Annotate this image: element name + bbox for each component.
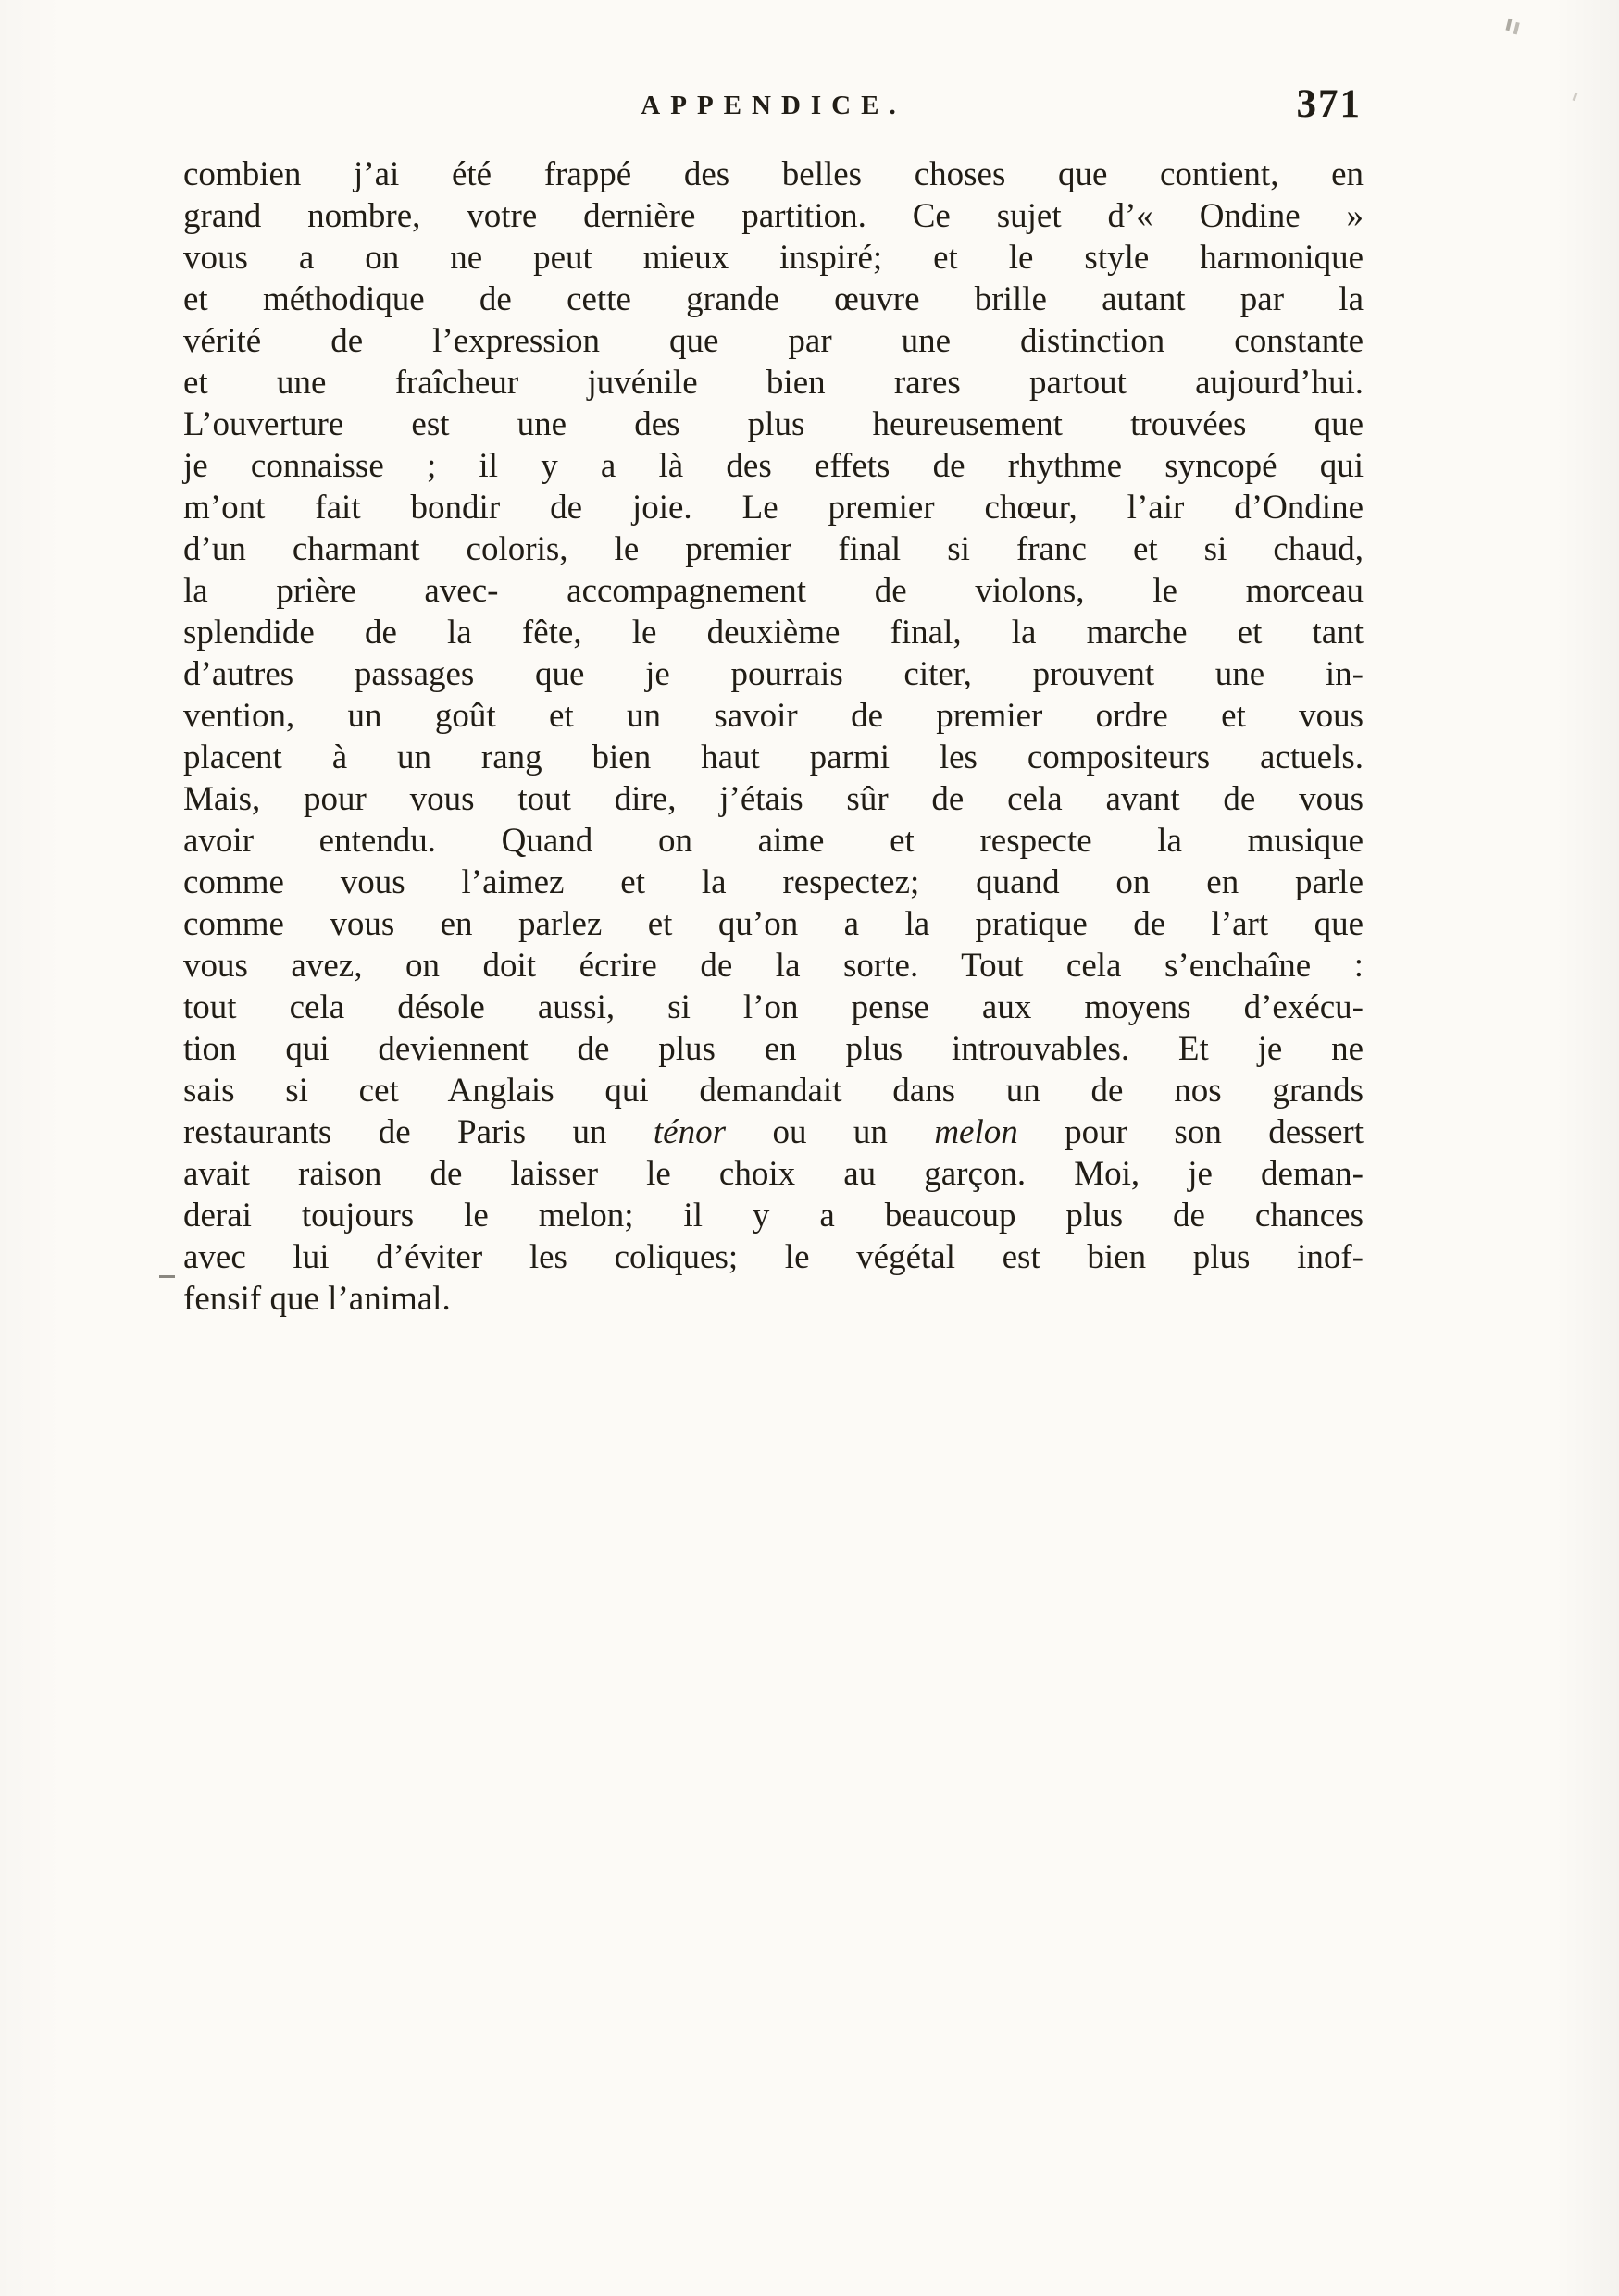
text-line: vous avez, on doit écrire de la sorte. Tout cela s’enchaîne : <box>183 947 1364 985</box>
text-line: d’autres passages que je pourrais citer, prouvent une in- <box>183 655 1364 693</box>
text-line: vérité de l’expression que par une distinction constante <box>183 322 1364 360</box>
text-line: tout cela désole aussi, si l’on pense aux moyens d’exécu- <box>183 988 1364 1026</box>
text-line: combien j’ai été frappé des belles choses que contient, en <box>183 155 1364 193</box>
page-content <box>183 81 1364 1320</box>
text-line: m’ont fait bondir de joie. Le premier chœur, l’air d’Ondine <box>183 489 1364 527</box>
text-segment: restaurants de Paris un <box>183 1113 654 1151</box>
text-line: L’ouverture est une des plus heureusement trouvées que <box>183 405 1364 443</box>
text-line: avec lui d’éviter les coliques; le végétal est bien plus inof- <box>183 1238 1364 1276</box>
text-line: avait raison de laisser le choix au garçon. Moi, je deman- <box>183 1155 1364 1193</box>
text-line: sais si cet Anglais qui demandait dans un de nos grands <box>183 1072 1364 1110</box>
text-line <box>183 1111 1364 1153</box>
text-segment: pour son dessert <box>1017 1113 1364 1151</box>
text-line: et une fraîcheur juvénile bien rares partout aujourd’hui. <box>183 364 1364 402</box>
page-header <box>183 81 1364 135</box>
text-line: splendide de la fête, le deuxième final, la marche et tant <box>183 614 1364 652</box>
text-line: placent à un rang bien haut parmi les compositeurs actuels. <box>183 738 1364 776</box>
text-line: et méthodique de cette grande œuvre brille autant par la <box>183 280 1364 318</box>
text-line: comme vous en parlez et qu’on a la pratique de l’art que <box>183 905 1364 943</box>
text-line: la prière avec- accompagnement de violons, le morceau <box>183 572 1364 610</box>
text-line: tion qui deviennent de plus en plus introuvables. Et je ne <box>183 1030 1364 1068</box>
text-line: grand nombre, votre dernière partition. Ce sujet d’« Ondine » <box>183 197 1364 235</box>
text-line: Mais, pour vous tout dire, j’étais sûr de cela avant de vous <box>183 780 1364 818</box>
text-line: derai toujours le melon; il y a beaucoup plus de chances <box>183 1197 1364 1235</box>
body-text <box>183 154 1364 1320</box>
scan-artifact <box>159 1275 175 1278</box>
text-line: je connaisse ; il y a là des effets de rhythme syncopé qui <box>183 447 1364 485</box>
text-line: fensif que l’animal. <box>183 1280 451 1318</box>
page-number: 371 <box>1296 82 1362 126</box>
text-line: avoir entendu. Quand on aime et respecte la musique <box>183 822 1364 860</box>
italic-word: melon <box>934 1113 1018 1151</box>
running-head: APPENDICE. <box>641 91 906 120</box>
scan-artifact <box>1573 93 1578 101</box>
scan-artifact <box>1505 19 1512 31</box>
italic-word: ténor <box>653 1113 727 1151</box>
text-line: vention, un goût et un savoir de premier ordre et vous <box>183 697 1364 735</box>
text-line: vous a on ne peut mieux inspiré; et le style harmonique <box>183 239 1364 277</box>
text-line: d’un charmant coloris, le premier final si franc et si chaud, <box>183 530 1364 568</box>
text-segment: ou un <box>726 1113 935 1151</box>
text-line: comme vous l’aimez et la respectez; quand on en parle <box>183 863 1364 901</box>
